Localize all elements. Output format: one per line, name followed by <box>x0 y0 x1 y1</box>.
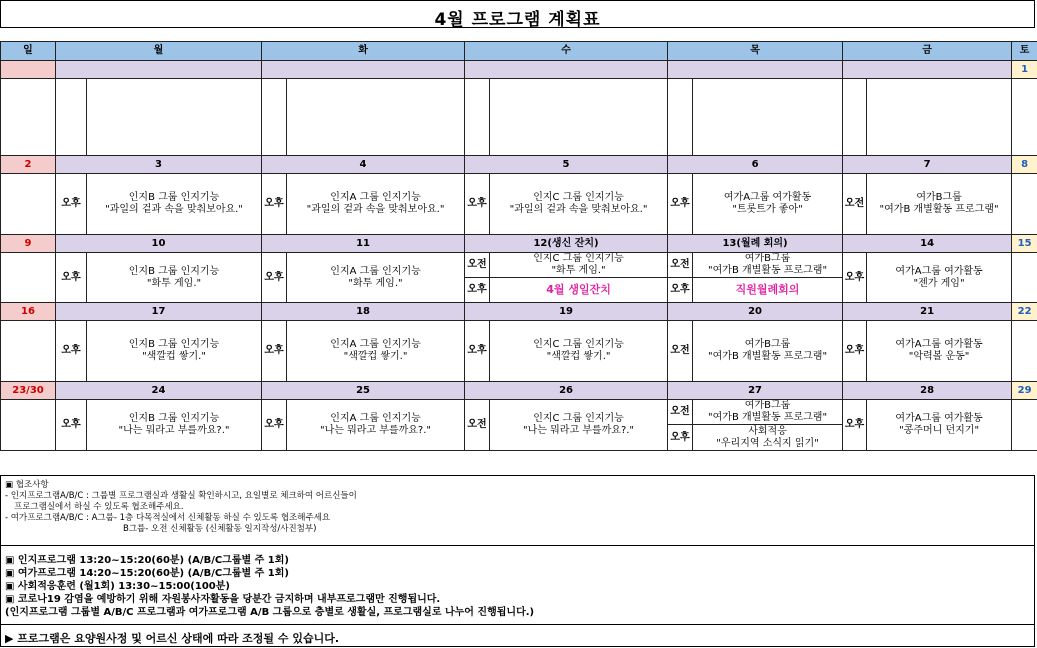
date-cell: 3 <box>56 156 262 174</box>
schedule-line: ▣ 여가프로그램 14:20~15:20(60분) (A/B/C그룹별 주 1회) <box>5 568 289 579</box>
date-saturday: 8 <box>1012 156 1037 174</box>
notes-heading: ▣ 협조사항 <box>5 480 49 490</box>
program-cell <box>87 79 262 156</box>
program-activity: "화투 게임." <box>348 277 403 289</box>
program-cell <box>87 400 262 451</box>
program-title: 여가A그룹 여가활동 <box>895 265 983 277</box>
program-title: 여가A그룹 여가활동 <box>895 413 983 424</box>
time-label: 오후 <box>262 174 287 235</box>
time-label: 오전 <box>843 174 867 235</box>
program-activity: "화투 게임." <box>146 277 202 289</box>
program-cell <box>87 253 262 303</box>
program-activity: "색깔컵 쌓기." <box>142 351 206 362</box>
schedule-line: (인지프로그램 그룹별 A/B/C 프로그램과 여가프로그램 A/B 그룹으로 층별로 생활실, 프로그램실로 나누어 진행됩니다.) <box>5 607 535 618</box>
time-label: 오후 <box>843 321 867 382</box>
program-activity: "여가B 개별활동 프로그램" <box>708 265 828 276</box>
program-title: 인지C 그룹 인지기능 <box>533 339 624 350</box>
date-cell <box>262 61 465 79</box>
time-cell <box>56 79 87 156</box>
notes-line: B그룹- 오전 신체활동 (신체활동 일지작성/사진첨부) <box>123 524 317 534</box>
program-activity: "트롯트가 좋아" <box>732 204 803 215</box>
date-row <box>1 61 1037 79</box>
program-cell <box>287 253 465 303</box>
time-label: 오후 <box>668 278 693 303</box>
header-fri: 금 <box>843 42 1012 61</box>
program-title: 인지C 그룹 인지기능 <box>533 253 624 264</box>
date-cell: 5 <box>465 156 668 174</box>
date-cell: 18 <box>262 303 465 321</box>
time-cell <box>465 79 490 156</box>
time-cell <box>262 79 287 156</box>
program-activity: "악력볼 운동" <box>908 351 970 362</box>
date-cell: 20 <box>668 303 843 321</box>
program-title: 인지A 그룹 인지기능 <box>330 192 421 203</box>
program-activity: "나는 뭐라고 부를까요?." <box>118 425 230 436</box>
program-row <box>1 253 1037 278</box>
program-cell <box>867 79 1012 156</box>
saturday-cell <box>1012 79 1037 156</box>
program-activity: "여가B 개별활동 프로그램" <box>708 412 828 423</box>
date-cell: 24 <box>56 382 262 400</box>
time-label: 오전 <box>668 321 693 382</box>
date-cell: 7 <box>843 156 1012 174</box>
program-cell <box>693 321 843 382</box>
date-cell: 27 <box>668 382 843 400</box>
program-cell <box>490 79 668 156</box>
program-cell <box>490 321 668 382</box>
program-title: 인지B 그룹 인지기능 <box>128 192 220 203</box>
program-title: 인지B 그룹 인지기능 <box>128 413 220 424</box>
weekday-header-row <box>1 42 1037 61</box>
date-sunday: 9 <box>1 235 56 253</box>
date-cell <box>843 61 1012 79</box>
date-row <box>1 235 1037 253</box>
program-title: 인지C 그룹 인지기능 <box>533 413 624 424</box>
notes-line: - 여가프로그램A/B/C : A그룹- 1층 다목적실에서 신체활동 하실 수 있도록 협조해주세요 <box>5 513 331 523</box>
header-wed: 수 <box>465 42 668 61</box>
program-cell <box>287 321 465 382</box>
date-sunday <box>1 61 56 79</box>
calendar-table <box>0 41 1037 451</box>
time-label: 오후 <box>262 253 287 303</box>
program-title: 인지A 그룹 인지기능 <box>330 265 421 277</box>
date-row <box>1 156 1037 174</box>
program-cell <box>867 321 1012 382</box>
date-saturday: 29 <box>1012 382 1037 400</box>
program-row <box>1 174 1037 235</box>
program-row <box>1 400 1037 425</box>
date-row <box>1 382 1037 400</box>
date-cell: 4 <box>262 156 465 174</box>
date-cell: 11 <box>262 235 465 253</box>
sunday-cell <box>1 79 56 156</box>
notes-line: - 인지프로그램A/B/C : 그룹별 프로그램실과 생활실 확인하시고, 요일별로 체크하여 어르신들이 <box>5 491 357 501</box>
program-activity: "우리지역 소식지 읽기" <box>716 437 819 449</box>
program-cell <box>287 400 465 451</box>
program-title: 여가B그룹 <box>916 192 962 203</box>
program-cell-sub <box>693 425 843 451</box>
program-activity: "색깔컵 쌓기." <box>546 351 611 362</box>
time-cell <box>843 79 867 156</box>
time-label: 오후 <box>843 400 867 451</box>
saturday-cell <box>1012 174 1037 235</box>
program-cell-sub <box>490 278 668 303</box>
header-mon: 월 <box>56 42 262 61</box>
schedule-line: ▣ 인지프로그램 13:20~15:20(60분) (A/B/C그룹별 주 1회) <box>5 555 289 566</box>
program-title: 여가A그룹 여가활동 <box>723 192 812 203</box>
program-title: 사회적응 <box>748 425 787 437</box>
program-cell <box>490 253 668 278</box>
time-label: 오후 <box>56 400 87 451</box>
program-title: 인지B 그룹 인지기능 <box>128 265 220 277</box>
program-activity: "여가B 개별활동 프로그램" <box>708 351 828 362</box>
date-cell <box>56 61 262 79</box>
program-cell-sub <box>693 278 843 303</box>
program-title: 인지B 그룹 인지기능 <box>128 339 220 350</box>
program-activity: "과일의 겉과 속을 맞춰보아요." <box>105 204 243 215</box>
header-thu: 목 <box>668 42 843 61</box>
program-cell <box>287 174 465 235</box>
title-box <box>0 0 1035 28</box>
date-cell: 12(생신 잔치) <box>465 235 668 253</box>
date-sunday: 2 <box>1 156 56 174</box>
time-label: 오후 <box>262 400 287 451</box>
sunday-cell <box>1 321 56 382</box>
program-title: 여가B그룹 <box>744 253 791 264</box>
cooperation-notes <box>0 475 1035 545</box>
sunday-cell <box>1 253 56 303</box>
date-cell <box>668 61 843 79</box>
header-sat: 토 <box>1012 42 1037 61</box>
date-sunday: 16 <box>1 303 56 321</box>
program-row <box>1 321 1037 382</box>
time-label: 오후 <box>465 321 490 382</box>
program-cell <box>490 174 668 235</box>
page-title: 4월 프로그램 계획표 <box>434 10 601 30</box>
program-cell <box>693 79 843 156</box>
time-label: 오후 <box>465 278 490 303</box>
header-tue: 화 <box>262 42 465 61</box>
date-cell: 26 <box>465 382 668 400</box>
date-row <box>1 303 1037 321</box>
program-row <box>1 79 1037 156</box>
event-label: 4월 생일잔치 <box>546 283 611 296</box>
title-row <box>0 0 1037 30</box>
time-label: 오후 <box>262 321 287 382</box>
saturday-cell <box>1012 253 1037 303</box>
program-title: 인지A 그룹 인지기능 <box>330 339 421 350</box>
program-activity: "과일의 겉과 속을 맞춰보아요." <box>509 204 648 215</box>
time-label: 오후 <box>56 253 87 303</box>
time-label: 오전 <box>465 253 490 278</box>
date-cell: 13(월례 회의) <box>668 235 843 253</box>
date-saturday: 15 <box>1012 235 1037 253</box>
time-label: 오후 <box>56 174 87 235</box>
schedule-line: ▣ 코로나19 감염을 예방하기 위해 자원봉사자활동을 당분간 금지하며 내부프로그램만 진행됩니다. <box>5 594 441 605</box>
program-activity: "콩주머니 던지기" <box>899 425 980 436</box>
program-cell <box>87 174 262 235</box>
date-cell: 21 <box>843 303 1012 321</box>
date-cell <box>465 61 668 79</box>
date-cell: 28 <box>843 382 1012 400</box>
program-activity: "화투 게임." <box>551 265 606 276</box>
program-title: 인지C 그룹 인지기능 <box>533 192 624 203</box>
time-label: 오후 <box>465 174 490 235</box>
time-label: 오후 <box>56 321 87 382</box>
program-cell <box>87 321 262 382</box>
event-label: 직원월례회의 <box>735 283 800 296</box>
date-saturday: 22 <box>1012 303 1037 321</box>
program-activity: "나는 뭐라고 부를까요?." <box>523 425 635 436</box>
time-cell <box>668 79 693 156</box>
program-title: 여가A그룹 여가활동 <box>895 339 983 350</box>
date-cell: 25 <box>262 382 465 400</box>
date-sunday: 23/30 <box>1 382 56 400</box>
sunday-cell <box>1 174 56 235</box>
date-cell: 6 <box>668 156 843 174</box>
program-title: 여가B그룹 <box>744 400 791 411</box>
notes-line: 프로그램실에서 하실 수 있도록 협조해주세요. <box>14 502 184 512</box>
sunday-cell <box>1 400 56 451</box>
time-label: 오전 <box>668 400 693 425</box>
date-saturday: 1 <box>1012 61 1037 79</box>
program-activity: "젠가 게임" <box>913 277 965 289</box>
saturday-cell <box>1012 400 1037 451</box>
program-cell <box>693 174 843 235</box>
program-activity: "여가B 개별활동 프로그램" <box>879 204 999 215</box>
program-title: 인지A 그룹 인지기능 <box>330 413 421 424</box>
schedule-line: ▣ 사회적응훈련 (월1회) 13:30~15:00(100분) <box>5 581 230 592</box>
time-label: 오후 <box>843 253 867 303</box>
program-cell <box>693 253 843 278</box>
footer-note: ▶ 프로그램은 요양원사정 및 어르신 상태에 따라 조정될 수 있습니다. <box>0 625 1035 647</box>
header-sun: 일 <box>1 42 56 61</box>
date-cell: 19 <box>465 303 668 321</box>
time-label: 오전 <box>465 400 490 451</box>
program-cell <box>693 400 843 425</box>
date-cell: 10 <box>56 235 262 253</box>
program-activity: "과일의 겉과 속을 맞춰보아요." <box>306 204 445 215</box>
program-cell <box>867 253 1012 303</box>
date-cell: 17 <box>56 303 262 321</box>
date-cell: 14 <box>843 235 1012 253</box>
program-cell <box>867 400 1012 451</box>
program-cell <box>490 400 668 451</box>
schedule-notes <box>0 545 1035 625</box>
program-cell <box>287 79 465 156</box>
program-activity: "색깔컵 쌓기." <box>343 351 408 362</box>
time-label: 오전 <box>668 253 693 278</box>
program-activity: "나는 뭐라고 부를까요?." <box>320 425 432 436</box>
time-label: 오후 <box>668 425 693 451</box>
program-title: 여가B그룹 <box>744 339 791 350</box>
program-cell <box>867 174 1012 235</box>
time-label: 오후 <box>668 174 693 235</box>
saturday-cell <box>1012 321 1037 382</box>
